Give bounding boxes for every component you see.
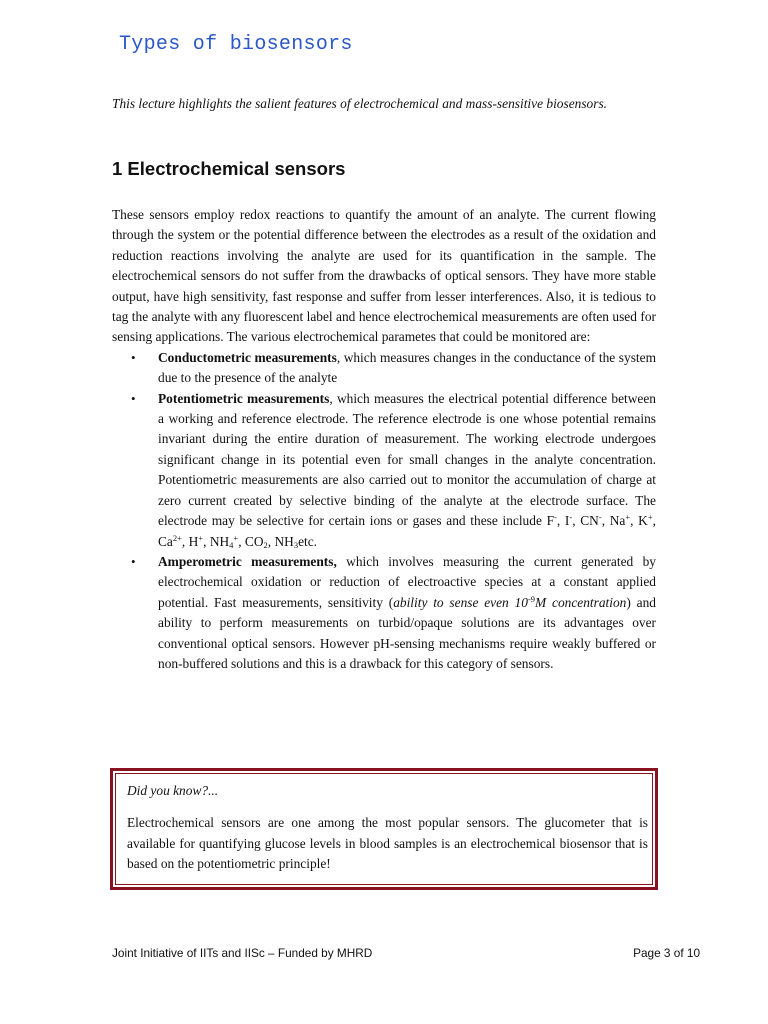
- bullet-term: Conductometric measurements: [158, 349, 337, 365]
- callout-text: Electrochemical sensors are one among the most popular sensors. The glucometer that is available for quantifying glucose levels in blood samples is an electrochemical biosensor that is based on the potentiometric principle!: [127, 815, 648, 871]
- bullet-italic: ability to sense even 10: [393, 594, 528, 610]
- list-item-potentiometric: [131, 389, 657, 552]
- list-item-conductometric: [131, 348, 656, 389]
- ion-superscript: +: [625, 512, 631, 523]
- ion-text: , Na: [601, 513, 626, 529]
- ion-subscript: 3: [293, 539, 299, 550]
- page-title: Types of biosensors: [119, 33, 353, 56]
- ion-text: , K: [630, 513, 648, 529]
- ion-subscript: 4: [229, 539, 234, 550]
- section-body: [112, 205, 656, 674]
- ion-text: NH: [209, 533, 230, 549]
- ion-superscript: +: [647, 512, 653, 523]
- ion-text: , I: [556, 513, 570, 529]
- did-you-know-box: [110, 768, 658, 890]
- ion-superscript: +: [198, 532, 204, 543]
- bullet-text: ) and ability to perform measurements on turbid/opaque solutions are its advantages over conventional optical sensors. However pH-sensing mechanisms require weakly buffered or non-buffered solutions and this is a drawback for this category of sensors.: [158, 594, 656, 671]
- lecture-intro: This lecture highlights the salient features of electrochemical and mass-sensitive biosensors.: [112, 96, 608, 111]
- bullet-text: , which measures changes in the conductance of the system due to the presence of the analyte: [158, 349, 656, 386]
- list-item-amperometric: [131, 552, 656, 674]
- ion-text: , NH: [267, 533, 294, 549]
- bullet-icon: •: [131, 390, 136, 406]
- callout-title: Did you know?...: [127, 783, 219, 798]
- ion-text: , CO: [238, 533, 264, 549]
- bullet-text: , which measures the electrical potential difference between a working and reference electrode. The reference electrode is one whose potential remains invariant during the entire duration of measurement. The working electrode undergoes significant change in its potential even for small changes in the analyte concentration. Potentiometric measurements are also carried out to monitor the accumulation of charge at zero current created by selective binding of the analyte at the electrode surface. The electrode may be selective for certain ions or gases and these include F: [158, 390, 656, 529]
- ion-text: etc.: [298, 533, 318, 549]
- bullet-text: which involves measuring the current generated by electrochemical oxidation or reduction of electroactive species at a constant applied potential. Fast measurements, sensitivity (: [158, 553, 656, 610]
- page-number: Page 3 of 10: [633, 946, 700, 960]
- bullet-italic: M concentration: [535, 594, 627, 610]
- section-paragraph: These sensors employ redox reactions to quantify the amount of an analyte. The current flowing through the system or the potential difference between the electrodes as a result of the oxidation and reduction reactions involving the analyte are used for its quantification in the sample. The electrochemical sensors do not suffer from the drawbacks of optical sensors. They have more stable output, have high sensitivity, fast response and suffer from lesser interferences. Also, it is tedious to tag the analyte with any fluorescent label and hence electrochemical measurements are often used for sensing applications. The various electrochemical parametes that could be monitored are:: [112, 207, 656, 345]
- ion-text: , CN: [572, 513, 599, 529]
- ion-superscript: 2+: [172, 532, 182, 543]
- bullet-icon: •: [131, 349, 136, 365]
- ion-superscript: -: [569, 512, 573, 523]
- footer-credit: Joint Initiative of IITs and IISc – Funded by MHRD: [112, 946, 373, 960]
- ion-text: , Ca: [158, 513, 657, 549]
- callout-inner-border: [115, 773, 653, 885]
- ion-superscript: -: [598, 512, 602, 523]
- bullet-term: Amperometric measurements,: [158, 553, 337, 569]
- bullet-icon: •: [131, 553, 136, 569]
- ion-text: , H: [181, 533, 199, 549]
- ion-text: ,: [203, 533, 207, 549]
- ion-subscript: 2: [263, 539, 268, 550]
- ion-superscript: +: [233, 532, 239, 543]
- bullet-term: Potentiometric measurements: [158, 390, 330, 406]
- section-heading: 1 Electrochemical sensors: [112, 158, 346, 179]
- ion-superscript: -: [554, 512, 557, 523]
- measurement-list: [112, 348, 656, 675]
- exponent: -9: [527, 593, 536, 604]
